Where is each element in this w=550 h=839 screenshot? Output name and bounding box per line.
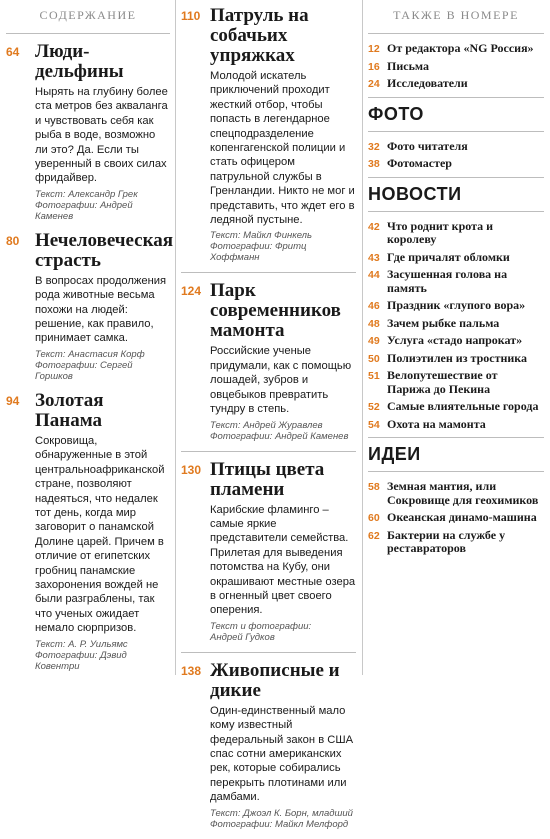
article-item[interactable] [181,6,356,263]
list-item-title: Океанская динамо-машина [387,510,537,524]
list-item-title: Праздник «глупого вора» [387,298,526,312]
page-number: 64 [6,45,20,59]
page-number: 43 [368,251,380,264]
list-item-title: Велопутешествие от Парижа до Пекина [387,368,498,396]
list-item[interactable] [368,529,544,556]
list-item[interactable] [368,400,544,414]
section-rule [368,471,544,472]
article-description: В вопросах продолжения рода животные весьма похожи на людей: решение, как правило, принимает самка. [35,274,167,345]
list-item[interactable] [368,369,544,396]
article-credit-text: Текст: А. Р. Уильямс [35,638,128,650]
article-item[interactable] [181,661,356,830]
article-description: Карибские фламинго – самые яркие представители семейства. Прилетая для выведения потомства на Кубу, они окрашивают местные озера в огненный цвет своего оперения. [210,503,356,617]
article-credit-text: Текст: Анастасия Корф [35,348,145,360]
list-item[interactable] [368,251,544,265]
list-item-title: Письма [387,58,430,73]
article-rule [181,652,356,653]
list-item-title: Земная мантия, или Сокровище для геохимиков [387,479,539,507]
section-title-ideas: ИДЕИ [368,444,421,464]
page-number: 38 [368,158,380,170]
page-number: 46 [368,300,380,312]
article-title: Птицы цвета пламени [210,458,325,500]
page-number: 44 [368,269,380,281]
article-description: Сокровища, обнаруженные в этой центральноафриканской стране, позволяют надеяться, что недалек тот день, когда мир заговорит о панамской Долине царей. Причем в отличие от египетских гробниц панамские захоронения вождей не были разграблены, так что ученых ожидает немало сюрпризов. [35,434,165,635]
article-credit-photo: Фотографии: Сергей Горшков [35,359,133,382]
list-item-title: Фотомастер [387,156,452,170]
also-list [368,42,544,91]
column-divider-1 [175,0,176,675]
article-item[interactable] [6,42,170,222]
article-credit-text: Текст: Джоэл К. Борн, младший [210,807,353,819]
article-title: Парк современников мамонта [210,280,341,342]
article-item[interactable] [6,391,170,672]
header-rule [6,33,170,34]
list-item[interactable] [368,317,544,331]
section-title-foto: ФОТО [368,103,424,124]
page-number: 42 [368,220,380,233]
list-item[interactable] [368,299,544,313]
page-number: 110 [181,9,201,23]
page-number: 48 [368,317,380,330]
header-rule [368,33,544,34]
page-number: 62 [368,529,380,542]
list-item[interactable] [368,77,544,91]
contents-header: СОДЕРЖАНИЕ [39,8,137,22]
article-description: Молодой искатель приключений проходит жесткий отбор, чтобы попасть в легендарное спецподразделение копенгагенской полиции и стать офицером патрульной службы в Гренландии. Никто не мог и представить, что ждет его в ледяной пустыне. [210,70,355,227]
article-item[interactable] [181,460,356,643]
article-credit-text: Текст и фотографии: [210,620,312,632]
article-credit-text: Текст: Александр Грек [35,188,138,200]
list-item[interactable] [368,157,544,171]
section-rule [368,131,544,132]
page-number: 58 [368,481,380,493]
page-number: 54 [368,418,380,431]
list-item-title: Зачем рыбке пальма [387,315,500,330]
list-item[interactable] [368,268,544,295]
page-number: 60 [368,512,380,524]
column-divider-2 [362,0,363,675]
page-number: 124 [181,284,202,299]
page-number: 94 [6,393,20,408]
article-rule [181,272,356,273]
section-title-news: НОВОСТИ [368,183,462,204]
page-number: 51 [368,370,380,382]
contents-column-2 [181,0,356,839]
list-item-title: Охота на мамонта [387,416,486,431]
list-item[interactable] [368,42,544,56]
article-title: Люди-дельфины [35,41,124,82]
list-item[interactable] [368,511,544,525]
article-credit-text: Текст: Андрей Журавлев [210,419,323,431]
list-item-title: Засушенная голова на память [387,267,508,295]
page-number: 49 [368,335,380,347]
article-credit-photo: Фотографии: Дэвид Ковентри [35,649,127,672]
article-description: Один-единственный мало кому известный федеральный закон в США спас сотни американских рек, которые собирались перекрыть плотинами или дамбами. [210,704,354,804]
article-title: Нечеловеческая страсть [35,229,174,271]
list-item-title: Бактерии на службе у реставраторов [387,527,506,555]
page-number: 50 [368,352,380,365]
list-item-title: Самые влиятельные города [387,399,539,413]
article-description: Российские ученые придумали, как с помощью лошадей, зубров и овцебыков превратить тундру в степь. [210,345,352,416]
section-rule [368,211,544,212]
page-number: 52 [368,401,380,413]
list-item[interactable] [368,480,544,507]
article-credit-photo: Фотографии: Андрей Каменев [35,199,133,222]
article-credit-photo: Фотографии: Майкл Мелфорд [210,818,349,830]
article-title: Патруль на собачьих упряжках [210,5,309,66]
list-item[interactable] [368,352,544,366]
article-description: Нырять на глубину более ста метров без акваланга и чувствовать себя как рыба в воде, возможно ли это? Да. Если ты уверенный в своих силах фридайвер. [35,86,168,185]
list-item-title: Фото читателя [387,138,468,153]
article-credit-photo: Фотографии: Фритц Хоффманн [210,241,307,264]
article-item[interactable] [6,229,174,382]
article-rule [181,451,356,452]
article-item[interactable] [181,281,356,441]
article-title: Золотая Панама [35,389,104,431]
list-item-title: Что роднит крота и королеву [387,218,494,246]
page-number: 12 [368,43,380,55]
article-credit-photo: Андрей Гудков [210,631,275,643]
list-item[interactable] [368,140,544,154]
list-item-title: Услуга «стадо напрокат» [387,333,523,347]
list-item[interactable] [368,334,544,348]
list-item-title: Исследователи [387,76,468,90]
page-number: 130 [181,462,202,477]
page-number: 16 [368,60,380,73]
list-item[interactable] [368,418,544,432]
article-credit-text: Текст: Майкл Финкель [210,230,313,242]
list-item-title: Полиэтилен из тростника [387,350,528,365]
list-item-title: Где причалят обломки [387,249,510,264]
page-number: 80 [6,233,20,248]
page-number: 138 [181,663,202,678]
list-item[interactable] [368,220,544,247]
list-item-title: От редактора «NG Россия» [387,41,534,55]
also-column [368,0,544,560]
article-title: Живописные и дикие [210,659,340,701]
page-number: 32 [368,140,380,153]
page-number: 24 [368,78,380,90]
contents-column-1 [6,0,174,681]
article-credit-photo: Фотографии: Андрей Каменев [210,430,349,442]
also-header: ТАКЖЕ В НОМЕРЕ [393,8,519,22]
list-item[interactable] [368,60,544,74]
